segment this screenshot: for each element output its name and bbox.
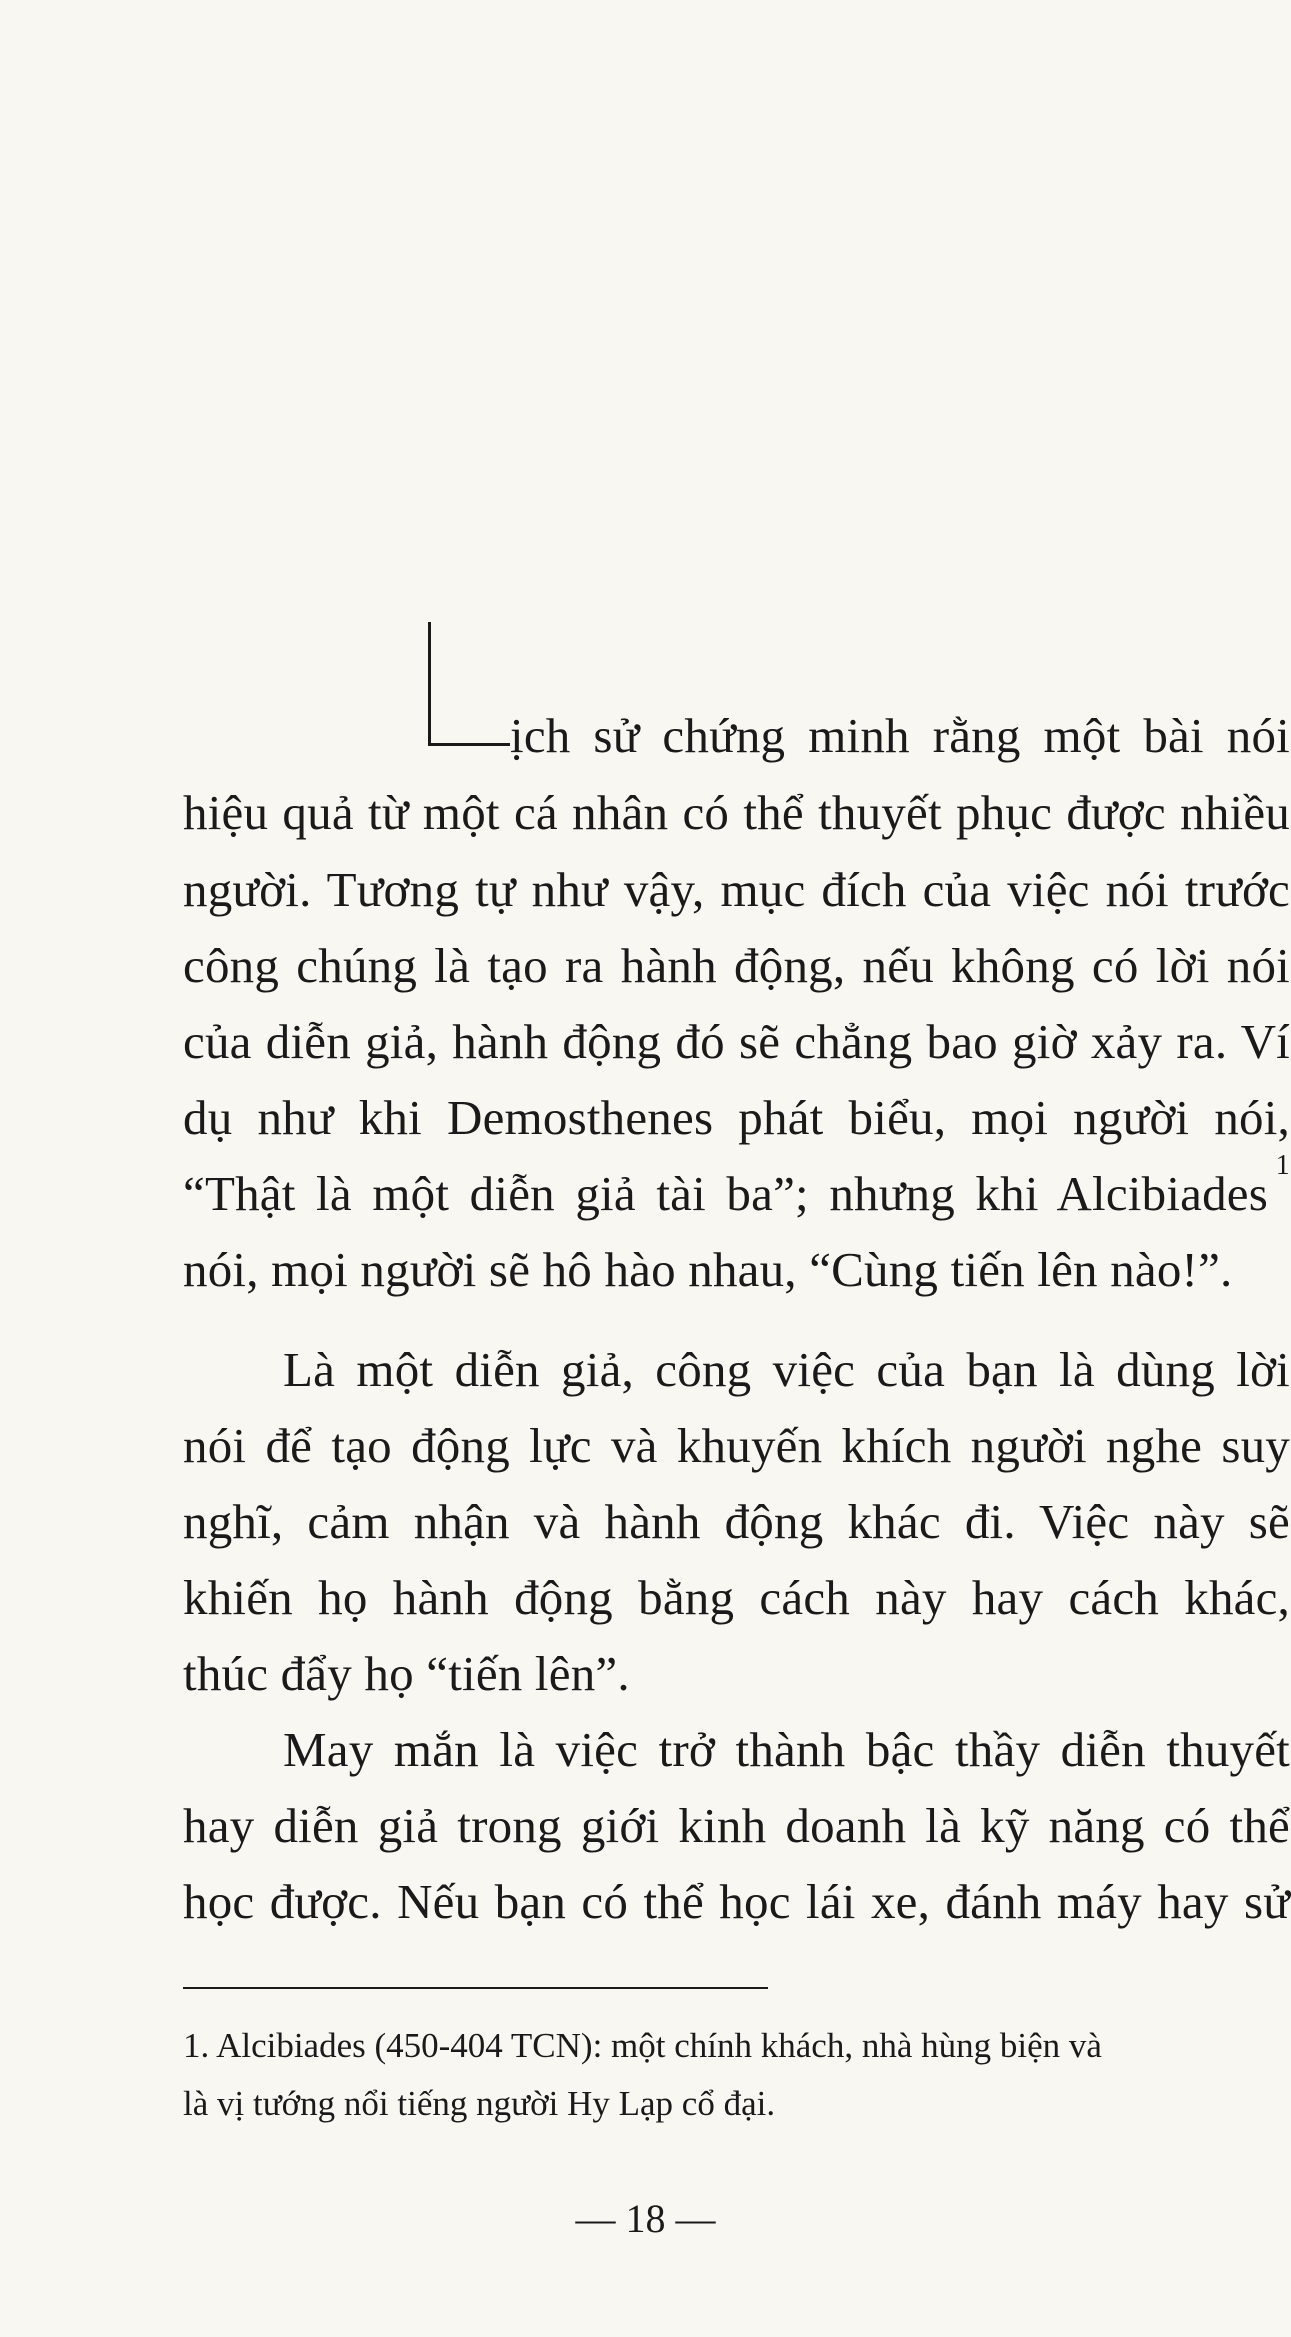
page-number: — 18 — xyxy=(575,2196,716,2241)
footnote-line-2: là vị tướng nổi tiếng người Hy Lạp cổ đại. xyxy=(183,2084,776,2123)
paragraph-3-line-3: học được. Nếu bạn có thể học lái xe, đánh máy hay sử xyxy=(183,1874,1290,1929)
paragraph-1-line-1: ịch sử chứng minh rằng một bài nói xyxy=(510,708,1290,763)
paragraph-1-line-4: công chúng là tạo ra hành động, nếu không có lời nói xyxy=(183,938,1290,993)
paragraph-1-line-7: “Thật là một diễn giả tài ba”; nhưng khi Alcibiades xyxy=(183,1166,1268,1221)
paragraph-1-line-2: hiệu quả từ một cá nhân có thể thuyết phục được nhiều xyxy=(183,785,1290,840)
paragraph-2-line-3: nghĩ, cảm nhận và hành động khác đi. Việc này sẽ xyxy=(183,1494,1290,1549)
paragraph-2-line-5: thúc đẩy họ “tiến lên”. xyxy=(183,1646,630,1701)
paragraph-1-line-6: dụ như khi Demosthenes phát biểu, mọi người nói, xyxy=(183,1090,1290,1145)
footnote-line-1: 1. Alcibiades (450-404 TCN): một chính khách, nhà hùng biện và xyxy=(183,2026,1102,2065)
paragraph-2-line-4: khiến họ hành động bằng cách này hay cách khác, xyxy=(183,1570,1290,1625)
drop-cap xyxy=(428,622,510,746)
paragraph-3-line-1: May mắn là việc trở thành bậc thầy diễn thuyết xyxy=(283,1722,1290,1777)
paragraph-1-line-3: người. Tương tự như vậy, mục đích của việc nói trước xyxy=(183,862,1290,917)
footnote-reference: 1 xyxy=(1275,1150,1290,1181)
paragraph-1-line-7-wrap xyxy=(183,1150,1290,1222)
paragraph-2-line-2: nói để tạo động lực và khuyến khích người nghe suy xyxy=(183,1418,1290,1473)
paragraph-1-line-8: nói, mọi người sẽ hô hào nhau, “Cùng tiến lên nào!”. xyxy=(183,1242,1233,1297)
paragraph-1-line-5: của diễn giả, hành động đó sẽ chẳng bao giờ xảy ra. Ví xyxy=(183,1014,1290,1069)
footnote-separator xyxy=(183,1987,768,1989)
paragraph-2-line-1: Là một diễn giả, công việc của bạn là dùng lời xyxy=(283,1342,1290,1397)
drop-cap-letter xyxy=(431,622,432,623)
paragraph-3-line-2: hay diễn giả trong giới kinh doanh là kỹ năng có thể xyxy=(183,1798,1290,1853)
